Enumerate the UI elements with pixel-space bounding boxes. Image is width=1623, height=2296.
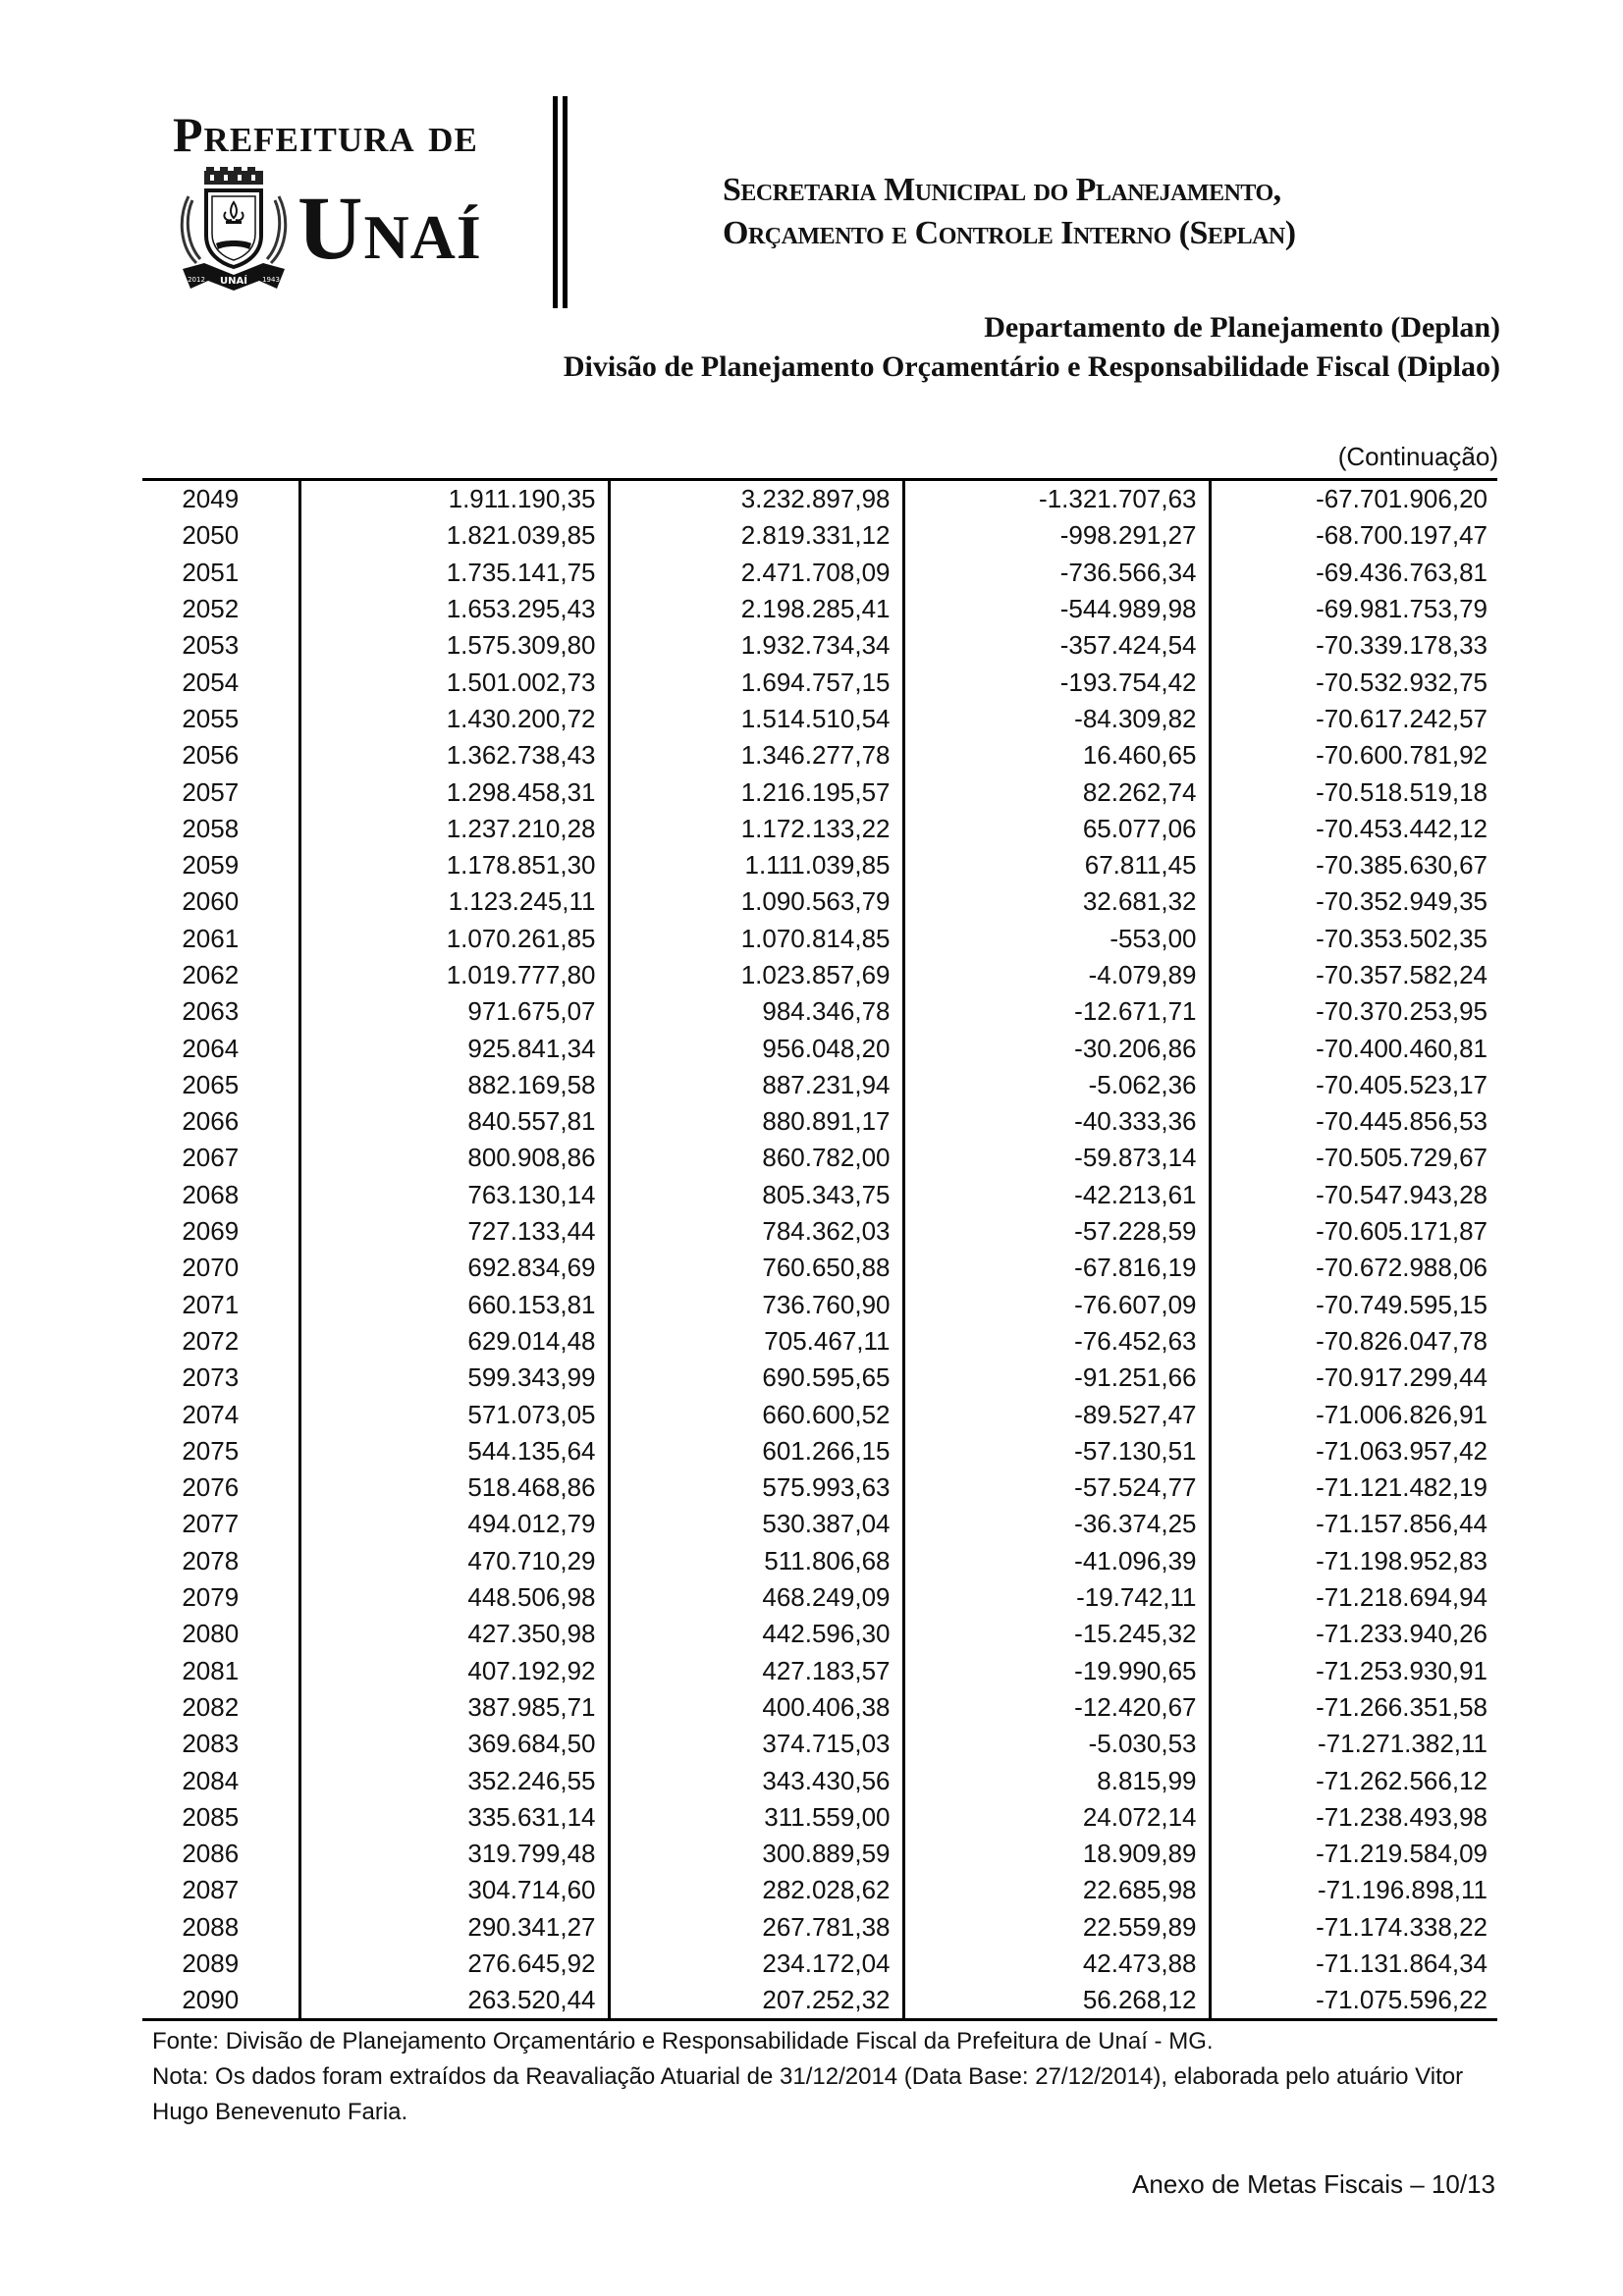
table-row: [142, 1287, 1497, 1323]
table-row: [142, 480, 1497, 518]
value-cell-col2: 319.799,48: [299, 1836, 609, 1872]
value-cell-col5: -70.357.582,24: [1210, 957, 1497, 993]
value-cell-col5: -70.405.523,17: [1210, 1067, 1497, 1103]
value-cell-col4: 65.077,06: [903, 811, 1210, 847]
value-cell-col3: 207.252,32: [609, 1982, 903, 2020]
year-cell: 2085: [182, 1801, 240, 1832]
table-row: [142, 1030, 1497, 1066]
table-row: [142, 664, 1497, 700]
value-cell-col5: -71.131.864,34: [1210, 1946, 1497, 1982]
table-row: [142, 627, 1497, 664]
table-row: [142, 1872, 1497, 1908]
year-cell: 2056: [182, 740, 240, 771]
value-cell-col5: -71.271.382,11: [1210, 1726, 1497, 1762]
value-cell-col3: 860.782,00: [609, 1140, 903, 1176]
logo-title-unai: Unaí: [298, 178, 482, 278]
value-cell-col4: -42.213,61: [903, 1177, 1210, 1213]
table-row: [142, 1469, 1497, 1506]
value-cell-col2: 571.073,05: [299, 1396, 609, 1432]
year-cell: 2063: [182, 996, 240, 1027]
value-cell-col5: -71.266.351,58: [1210, 1689, 1497, 1726]
value-cell-col2: 1.575.309,80: [299, 627, 609, 664]
value-cell-col3: 1.023.857,69: [609, 957, 903, 993]
value-cell-col5: -69.981.753,79: [1210, 591, 1497, 627]
logo-title-prefeitura: Prefeitura de: [173, 107, 478, 162]
table-row: [142, 1653, 1497, 1689]
value-cell-col2: 629.014,48: [299, 1323, 609, 1360]
value-cell-col3: 660.600,52: [609, 1396, 903, 1432]
year-cell: 2052: [182, 594, 240, 624]
value-cell-col5: -70.385.630,67: [1210, 847, 1497, 883]
value-cell-col2: 1.362.738,43: [299, 737, 609, 774]
value-cell-col4: 22.559,89: [903, 1909, 1210, 1946]
table-row: [142, 1982, 1497, 2020]
value-cell-col2: 882.169,58: [299, 1067, 609, 1103]
value-cell-col4: 16.460,65: [903, 737, 1210, 774]
year-cell: 2070: [182, 1253, 240, 1283]
table-row: [142, 1103, 1497, 1140]
value-cell-col5: -69.436.763,81: [1210, 555, 1497, 591]
table-row: [142, 1250, 1497, 1286]
value-cell-col2: 387.985,71: [299, 1689, 609, 1726]
table-row: [142, 1323, 1497, 1360]
value-cell-col4: -19.990,65: [903, 1653, 1210, 1689]
table-row: [142, 1836, 1497, 1872]
value-cell-col3: 1.090.563,79: [609, 883, 903, 920]
year-cell: 2079: [182, 1582, 240, 1613]
value-cell-col2: 470.710,29: [299, 1543, 609, 1579]
value-cell-col5: -70.672.988,06: [1210, 1250, 1497, 1286]
value-cell-col2: 1.298.458,31: [299, 774, 609, 810]
year-cell: 2071: [182, 1289, 240, 1319]
table-row: [142, 1177, 1497, 1213]
value-cell-col5: -71.063.957,42: [1210, 1433, 1497, 1469]
year-cell: 2082: [182, 1691, 240, 1722]
value-cell-col2: 335.631,14: [299, 1799, 609, 1836]
value-cell-col2: 369.684,50: [299, 1726, 609, 1762]
value-cell-col2: 263.520,44: [299, 1982, 609, 2020]
value-cell-col2: 276.645,92: [299, 1946, 609, 1982]
value-cell-col3: 530.387,04: [609, 1506, 903, 1542]
value-cell-col4: -5.030,53: [903, 1726, 1210, 1762]
value-cell-col3: 956.048,20: [609, 1030, 903, 1066]
crest-year-left: 2012: [188, 276, 205, 284]
value-cell-col5: -70.826.047,78: [1210, 1323, 1497, 1360]
year-cell: 2064: [182, 1033, 240, 1063]
value-cell-col4: -59.873,14: [903, 1140, 1210, 1176]
value-cell-col3: 374.715,03: [609, 1726, 903, 1762]
value-cell-col5: -70.339.178,33: [1210, 627, 1497, 664]
value-cell-col3: 427.183,57: [609, 1653, 903, 1689]
divider-bar: [563, 96, 568, 308]
value-cell-col5: -70.547.943,28: [1210, 1177, 1497, 1213]
value-cell-col3: 1.216.195,57: [609, 774, 903, 810]
year-cell: 2067: [182, 1143, 240, 1173]
table-row: [142, 1140, 1497, 1176]
value-cell-col3: 442.596,30: [609, 1616, 903, 1652]
value-cell-col3: 234.172,04: [609, 1946, 903, 1982]
value-cell-col2: 840.557,81: [299, 1103, 609, 1140]
year-cell: 2059: [182, 850, 240, 881]
table-row: [142, 1506, 1497, 1542]
value-cell-col2: 1.070.261,85: [299, 921, 609, 957]
value-cell-col2: 971.675,07: [299, 993, 609, 1030]
table-row: [142, 1909, 1497, 1946]
value-cell-col2: 427.350,98: [299, 1616, 609, 1652]
value-cell-col4: -357.424,54: [903, 627, 1210, 664]
year-cell: 2069: [182, 1216, 240, 1247]
value-cell-col3: 760.650,88: [609, 1250, 903, 1286]
value-cell-col3: 400.406,38: [609, 1689, 903, 1726]
value-cell-col4: -736.566,34: [903, 555, 1210, 591]
year-cell: 2086: [182, 1839, 240, 1869]
year-cell: 2075: [182, 1435, 240, 1466]
value-cell-col3: 468.249,09: [609, 1579, 903, 1616]
value-cell-col5: -70.605.171,87: [1210, 1213, 1497, 1250]
value-cell-col3: 1.694.757,15: [609, 664, 903, 700]
value-cell-col3: 1.070.814,85: [609, 921, 903, 957]
value-cell-col4: 8.815,99: [903, 1762, 1210, 1798]
table-row: [142, 1396, 1497, 1432]
value-cell-col4: -553,00: [903, 921, 1210, 957]
value-cell-col4: -76.452,63: [903, 1323, 1210, 1360]
table-row: [142, 517, 1497, 554]
year-cell: 2066: [182, 1106, 240, 1137]
value-cell-col2: 727.133,44: [299, 1213, 609, 1250]
value-cell-col5: -71.157.856,44: [1210, 1506, 1497, 1542]
year-cell: 2058: [182, 813, 240, 843]
department-heading: [564, 308, 1500, 387]
municipal-crest-icon: [175, 167, 293, 293]
value-cell-col3: 2.471.708,09: [609, 555, 903, 591]
value-cell-col5: -71.174.338,22: [1210, 1909, 1497, 1946]
value-cell-col3: 736.760,90: [609, 1287, 903, 1323]
value-cell-col4: 67.811,45: [903, 847, 1210, 883]
table-row: [142, 1360, 1497, 1396]
value-cell-col4: 32.681,32: [903, 883, 1210, 920]
value-cell-col2: 407.192,92: [299, 1653, 609, 1689]
value-cell-col2: 1.735.141,75: [299, 555, 609, 591]
department-name: Departamento de Planejamento (Deplan): [984, 311, 1500, 344]
value-cell-col4: 22.685,98: [903, 1872, 1210, 1908]
table-row: [142, 957, 1497, 993]
value-cell-col4: 82.262,74: [903, 774, 1210, 810]
value-cell-col5: -71.075.596,22: [1210, 1982, 1497, 2020]
value-cell-col4: 24.072,14: [903, 1799, 1210, 1836]
table-row: [142, 993, 1497, 1030]
value-cell-col4: -1.321.707,63: [903, 480, 1210, 518]
value-cell-col4: -84.309,82: [903, 701, 1210, 737]
value-cell-col4: -15.245,32: [903, 1616, 1210, 1652]
value-cell-col3: 784.362,03: [609, 1213, 903, 1250]
value-cell-col4: -76.607,09: [903, 1287, 1210, 1323]
year-cell: 2049: [182, 484, 240, 514]
value-cell-col2: 1.653.295,43: [299, 591, 609, 627]
value-cell-col4: -4.079,89: [903, 957, 1210, 993]
division-name: Divisão de Planejamento Orçamentário e Responsabilidade Fiscal (Diplao): [563, 350, 1500, 383]
year-cell: 2076: [182, 1472, 240, 1503]
source-note: Fonte: Divisão de Planejamento Orçamentário e Responsabilidade Fiscal da Prefeitura de Unaí - MG.: [152, 2028, 1214, 2055]
value-cell-col5: -71.233.940,26: [1210, 1616, 1497, 1652]
table-row: [142, 883, 1497, 920]
year-cell: 2060: [182, 886, 240, 917]
value-cell-col3: 1.514.510,54: [609, 701, 903, 737]
value-cell-col2: 763.130,14: [299, 1177, 609, 1213]
table-row: [142, 737, 1497, 774]
fiscal-projection-table: [142, 478, 1497, 2021]
secretaria-line-1: Secretaria Municipal do Planejamento,: [723, 172, 1281, 208]
header-divider: [553, 96, 569, 308]
year-cell: 2062: [182, 960, 240, 989]
data-note: Nota: Os dados foram extraídos da Reavaliação Atuarial de 31/12/2014 (Data Base: 27/12/2014), elaborada pelo atuário Vitor Hugo Benevenuto Faria.: [152, 2063, 1464, 2125]
table-row: [142, 774, 1497, 810]
value-cell-col4: -19.742,11: [903, 1579, 1210, 1616]
value-cell-col5: -70.617.242,57: [1210, 701, 1497, 737]
value-cell-col3: 300.889,59: [609, 1836, 903, 1872]
value-cell-col3: 311.559,00: [609, 1799, 903, 1836]
value-cell-col5: -70.370.253,95: [1210, 993, 1497, 1030]
year-cell: 2083: [182, 1729, 240, 1759]
value-cell-col5: -70.917.299,44: [1210, 1360, 1497, 1396]
value-cell-col3: 1.172.133,22: [609, 811, 903, 847]
value-cell-col4: -57.130,51: [903, 1433, 1210, 1469]
table-row: [142, 1689, 1497, 1726]
value-cell-col4: 56.268,12: [903, 1982, 1210, 2020]
value-cell-col3: 1.111.039,85: [609, 847, 903, 883]
value-cell-col5: -71.121.482,19: [1210, 1469, 1497, 1506]
value-cell-col5: -71.196.898,11: [1210, 1872, 1497, 1908]
year-cell: 2057: [182, 776, 240, 807]
value-cell-col2: 599.343,99: [299, 1360, 609, 1396]
value-cell-col5: -71.198.952,83: [1210, 1543, 1497, 1579]
value-cell-col3: 282.028,62: [609, 1872, 903, 1908]
divider-bar: [553, 96, 558, 308]
value-cell-col4: -30.206,86: [903, 1030, 1210, 1066]
value-cell-col3: 984.346,78: [609, 993, 903, 1030]
table-row: [142, 591, 1497, 627]
value-cell-col2: 1.019.777,80: [299, 957, 609, 993]
value-cell-col5: -71.238.493,98: [1210, 1799, 1497, 1836]
table-row: [142, 847, 1497, 883]
year-cell: 2090: [182, 1985, 240, 2015]
table-row: [142, 555, 1497, 591]
year-cell: 2072: [182, 1325, 240, 1356]
year-cell: 2078: [182, 1545, 240, 1575]
value-cell-col4: -67.816,19: [903, 1250, 1210, 1286]
crest-year-right: 1943: [262, 276, 280, 284]
value-cell-col5: -70.505.729,67: [1210, 1140, 1497, 1176]
value-cell-col2: 304.714,60: [299, 1872, 609, 1908]
value-cell-col2: 692.834,69: [299, 1250, 609, 1286]
value-cell-col5: -71.219.584,09: [1210, 1836, 1497, 1872]
value-cell-col3: 511.806,68: [609, 1543, 903, 1579]
value-cell-col3: 3.232.897,98: [609, 480, 903, 518]
value-cell-col3: 2.819.331,12: [609, 517, 903, 554]
value-cell-col4: -91.251,66: [903, 1360, 1210, 1396]
year-cell: 2089: [182, 1949, 240, 1979]
value-cell-col5: -70.453.442,12: [1210, 811, 1497, 847]
value-cell-col5: -70.353.502,35: [1210, 921, 1497, 957]
value-cell-col2: 544.135,64: [299, 1433, 609, 1469]
table-row: [142, 1799, 1497, 1836]
value-cell-col5: -70.749.595,15: [1210, 1287, 1497, 1323]
value-cell-col5: -68.700.197,47: [1210, 517, 1497, 554]
value-cell-col4: 42.473,88: [903, 1946, 1210, 1982]
value-cell-col4: -89.527,47: [903, 1396, 1210, 1432]
year-cell: 2073: [182, 1362, 240, 1393]
value-cell-col4: -544.989,98: [903, 591, 1210, 627]
year-cell: 2065: [182, 1069, 240, 1099]
table-row: [142, 1762, 1497, 1798]
year-cell: 2084: [182, 1765, 240, 1795]
value-cell-col3: 601.266,15: [609, 1433, 903, 1469]
year-cell: 2053: [182, 630, 240, 661]
table-notes: [152, 2024, 1507, 2130]
year-cell: 2074: [182, 1399, 240, 1429]
year-cell: 2080: [182, 1619, 240, 1649]
secretaria-title: [723, 169, 1296, 255]
value-cell-col5: -70.445.856,53: [1210, 1103, 1497, 1140]
table-row: [142, 921, 1497, 957]
value-cell-col2: 1.237.210,28: [299, 811, 609, 847]
value-cell-col3: 1.932.734,34: [609, 627, 903, 664]
year-cell: 2061: [182, 923, 240, 953]
table-row: [142, 1616, 1497, 1652]
value-cell-col4: -57.524,77: [903, 1469, 1210, 1506]
year-cell: 2051: [182, 557, 240, 587]
table-row: [142, 811, 1497, 847]
table-body: [142, 480, 1497, 2020]
value-cell-col2: 1.911.190,35: [299, 480, 609, 518]
value-cell-col2: 1.430.200,72: [299, 701, 609, 737]
value-cell-col3: 2.198.285,41: [609, 591, 903, 627]
value-cell-col4: -998.291,27: [903, 517, 1210, 554]
value-cell-col2: 448.506,98: [299, 1579, 609, 1616]
value-cell-col2: 352.246,55: [299, 1762, 609, 1798]
year-cell: 2081: [182, 1655, 240, 1685]
value-cell-col3: 880.891,17: [609, 1103, 903, 1140]
table-row: [142, 1543, 1497, 1579]
value-cell-col5: -71.006.826,91: [1210, 1396, 1497, 1432]
value-cell-col2: 1.821.039,85: [299, 517, 609, 554]
value-cell-col2: 925.841,34: [299, 1030, 609, 1066]
value-cell-col3: 1.346.277,78: [609, 737, 903, 774]
value-cell-col5: -67.701.906,20: [1210, 480, 1497, 518]
value-cell-col4: -41.096,39: [903, 1543, 1210, 1579]
year-cell: 2055: [182, 703, 240, 733]
year-cell: 2050: [182, 520, 240, 551]
value-cell-col2: 518.468,86: [299, 1469, 609, 1506]
value-cell-col4: -12.420,67: [903, 1689, 1210, 1726]
year-cell: 2087: [182, 1875, 240, 1905]
value-cell-col4: -193.754,42: [903, 664, 1210, 700]
value-cell-col5: -70.600.781,92: [1210, 737, 1497, 774]
secretaria-line-2: Orçamento e Controle Interno (Seplan): [723, 215, 1296, 251]
value-cell-col4: -12.671,71: [903, 993, 1210, 1030]
value-cell-col4: -57.228,59: [903, 1213, 1210, 1250]
value-cell-col2: 290.341,27: [299, 1909, 609, 1946]
value-cell-col4: -5.062,36: [903, 1067, 1210, 1103]
year-cell: 2088: [182, 1911, 240, 1942]
value-cell-col5: -70.400.460,81: [1210, 1030, 1497, 1066]
value-cell-col3: 887.231,94: [609, 1067, 903, 1103]
table-row: [142, 1213, 1497, 1250]
value-cell-col5: -70.532.932,75: [1210, 664, 1497, 700]
value-cell-col5: -71.253.930,91: [1210, 1653, 1497, 1689]
value-cell-col2: 1.123.245,11: [299, 883, 609, 920]
value-cell-col4: -36.374,25: [903, 1506, 1210, 1542]
crest-caption: UNAÍ: [220, 276, 247, 287]
year-cell: 2054: [182, 667, 240, 697]
value-cell-col3: 575.993,63: [609, 1469, 903, 1506]
table-row: [142, 1946, 1497, 1982]
value-cell-col3: 705.467,11: [609, 1323, 903, 1360]
value-cell-col4: 18.909,89: [903, 1836, 1210, 1872]
value-cell-col3: 690.595,65: [609, 1360, 903, 1396]
value-cell-col3: 267.781,38: [609, 1909, 903, 1946]
value-cell-col5: -71.262.566,12: [1210, 1762, 1497, 1798]
value-cell-col2: 1.178.851,30: [299, 847, 609, 883]
value-cell-col2: 494.012,79: [299, 1506, 609, 1542]
value-cell-col3: 805.343,75: [609, 1177, 903, 1213]
value-cell-col2: 800.908,86: [299, 1140, 609, 1176]
year-cell: 2068: [182, 1179, 240, 1209]
table-row: [142, 1433, 1497, 1469]
value-cell-col2: 660.153,81: [299, 1287, 609, 1323]
table-row: [142, 1726, 1497, 1762]
continuation-label: (Continuação): [1337, 442, 1498, 471]
value-cell-col4: -40.333,36: [903, 1103, 1210, 1140]
table-row: [142, 701, 1497, 737]
year-cell: 2077: [182, 1509, 240, 1539]
page-footer: Anexo de Metas Fiscais – 10/13: [1132, 2169, 1495, 2199]
value-cell-col5: -71.218.694,94: [1210, 1579, 1497, 1616]
value-cell-col5: -70.352.949,35: [1210, 883, 1497, 920]
value-cell-col5: -70.518.519,18: [1210, 774, 1497, 810]
value-cell-col3: 343.430,56: [609, 1762, 903, 1798]
table-row: [142, 1067, 1497, 1103]
table-row: [142, 1579, 1497, 1616]
value-cell-col2: 1.501.002,73: [299, 664, 609, 700]
